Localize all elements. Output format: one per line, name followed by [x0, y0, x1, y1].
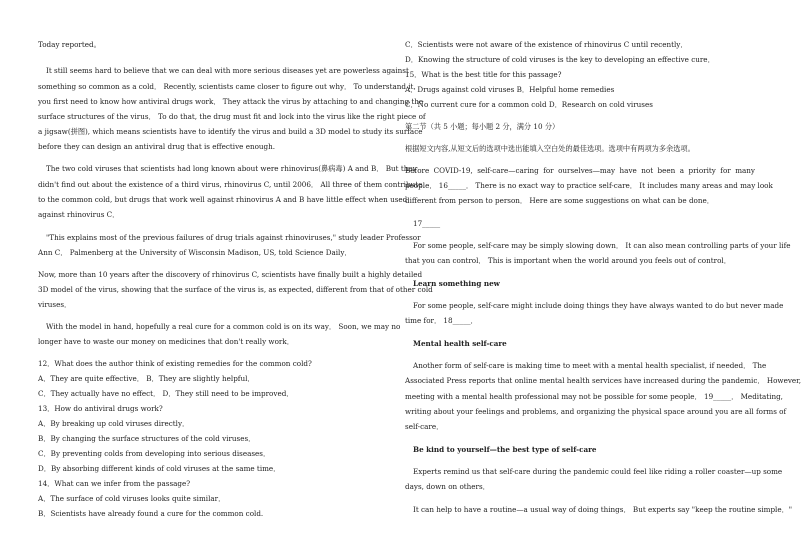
right-text-line: different from person to person． Here are some suggestions on what can be done． — [405, 196, 714, 205]
left-text-line: Ann C． Palmenberg at the University of Wisconsin Madison, US, told Science Daily． — [38, 248, 352, 257]
right-text-line: self-care． — [405, 422, 444, 431]
left-text-line: to the common cold, but drugs that work well against rhinovirus A and B have little effect when used — [38, 195, 408, 204]
right-text-line: Learn something new — [413, 279, 500, 288]
left-text-line: B．Scientists have already found a cure for the common cold. — [38, 509, 264, 518]
left-text-line: against rhinovirus C． — [38, 210, 120, 219]
left-text-line: The two cold viruses that scientists had long known about were rhinovirus(鼻病毒) A and B． But they — [46, 164, 417, 173]
left-text-line: 3D model of the virus, showing that the surface of the virus is, as expected, different from that of other cold — [38, 285, 433, 294]
left-text-line: Now, more than 10 years after the discovery of rhinovirus C, scientists have finally built a highly detailed — [38, 270, 423, 279]
right-text-line: days, down on others． — [405, 482, 490, 491]
right-text-line: For some people, self-care may be simply slowing down． It can also mean controlling parts of your life — [413, 241, 791, 250]
right-text-line: 17_____ — [413, 219, 441, 228]
left-text-line: a jigsaw(拼图), which means scientists have to identify the virus and build a 3D model to study its surface — [38, 127, 423, 136]
right-text-line: Before COVID-19, self-care—caring for ourselves—may have not been a priority for many — [405, 166, 755, 175]
left-text-line: longer have to waste our money on medicines that don't really work． — [38, 337, 294, 346]
right-text-line: Associated Press reports that online mental health services have increased during the pandemic． However, — [405, 376, 801, 385]
left-text-line: B．By changing the surface structures of the cold viruses． — [38, 434, 256, 443]
right-text-line: Be kind to yourself—the best type of self-care — [413, 445, 597, 454]
right-text-line: Another form of self-care is making time to meet with a mental health specialist, if needed． The — [413, 361, 767, 370]
right-text-line: D．Knowing the structure of cold viruses is the key to developing an effective cure． — [405, 55, 715, 64]
left-text-line: A．By breaking up cold viruses directly． — [38, 419, 190, 428]
right-text-line: Mental health self-care — [413, 339, 507, 348]
left-text-line: before they can design an antiviral drug that is effective enough. — [38, 142, 276, 151]
left-text-line: viruses． — [38, 300, 72, 309]
right-text-line: meeting with a mental health professional may not be possible for some people． 19_____． Meditating, — [405, 392, 783, 401]
left-text-line: Today reported。 — [38, 40, 101, 49]
left-text-line: didn't find out about the existence of a third virus, rhinovirus C, until 2006． All three of them contribute — [38, 180, 423, 189]
left-text-line: you first need to know how antiviral drugs work． They attack the virus by attaching to and changing the — [38, 97, 424, 106]
left-text-line: D．By absorbing different kinds of cold viruses at the same time． — [38, 464, 281, 473]
right-text-line: It can help to have a routine—a usual way of doing things． But experts say "keep the routine simple．" — [413, 505, 793, 514]
right-text-line: writing about your feelings and problems, and organizing the physical space around you are all forms of — [405, 407, 787, 416]
left-text-line: surface structures of the virus． To do that, the drug must fit and lock into the virus like the right piece of — [38, 112, 426, 121]
right-text-line: C．Scientists were not aware of the existence of rhinovirus C until recently． — [405, 40, 688, 49]
right-text-line: 15．What is the best title for this passage? — [405, 70, 562, 79]
left-text-line: 12．What does the author think of existing remedies for the common cold? — [38, 359, 312, 368]
right-text-line: Experts remind us that self-care during the pandemic could feel like riding a roller coaster—up some — [413, 467, 783, 476]
right-text-line: people． 16_____． There is no exact way to practice self-care． It includes many areas and may look — [405, 181, 773, 190]
left-text-line: "This explains most of the previous failures of drug trials against rhinoviruses," study leader Professor — [46, 233, 421, 242]
right-text-line: For some people, self-care might include doing things they have always wanted to do but never made — [413, 301, 784, 310]
right-text-line: 根据短文内容,从短文后的选项中选出能填入空白处的最佳选项。选项中有两项为多余选项。 — [405, 144, 695, 153]
left-text-line: something so common as a cold． Recently, scientists came closer to figure out why． To understand it, — [38, 82, 416, 91]
right-text-line: that you can control． This is important when the world around you feels out of control． — [405, 256, 731, 265]
left-text-line: With the model in hand, hopefully a real cure for a common cold is on its way． Soon, we may no — [46, 322, 401, 331]
left-text-line: A．They are quite effective． B．They are slightly helpful． — [38, 374, 255, 383]
left-text-line: A．The surface of cold viruses looks quite similar． — [38, 494, 226, 503]
right-text-line: A．Drugs against cold viruses B．Helpful home remedies — [405, 85, 615, 94]
right-text-line: C．No current cure for a common cold D．Research on cold viruses — [405, 100, 653, 109]
left-text-line: C．They actually have no effect． D．They still need to be improved． — [38, 389, 294, 398]
left-text-line: C．By preventing colds from developing into serious diseases． — [38, 449, 271, 458]
right-text-line: 第二节（共 5 小题；每小题 2 分，满分 10 分） — [405, 122, 560, 131]
right-text-line: time for． 18_____． — [405, 316, 478, 325]
left-text-line: It still seems hard to believe that we can deal with more serious diseases yet are powerless against — [46, 66, 409, 75]
left-text-line: 14．What can we infer from the passage? — [38, 479, 191, 488]
left-text-line: 13．How do antiviral drugs work? — [38, 404, 163, 413]
